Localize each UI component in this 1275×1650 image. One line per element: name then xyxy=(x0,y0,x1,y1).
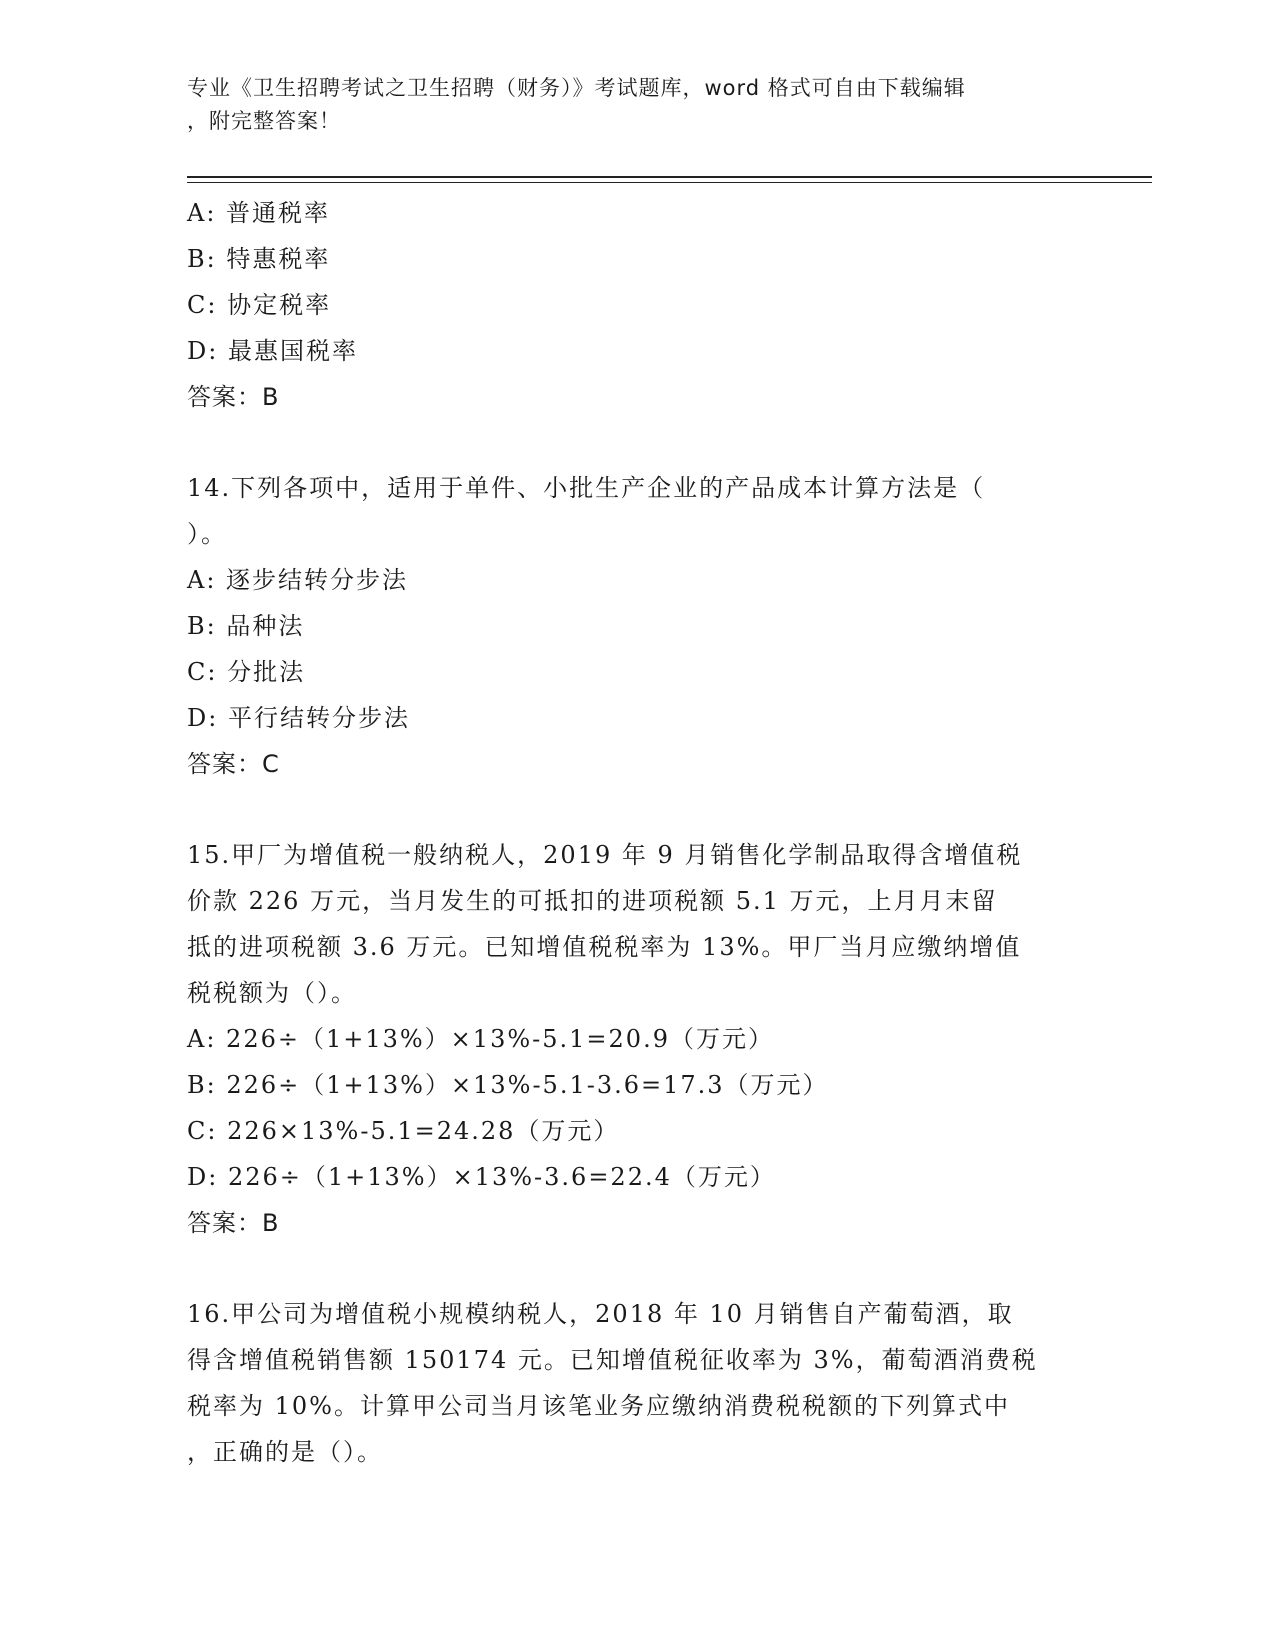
header-line-2: ，附完整答案！ xyxy=(187,109,341,133)
option-b: B: 特惠税率 xyxy=(187,245,331,273)
answer: 答案：B xyxy=(187,383,280,411)
question-stem-line: 税税额为（）。 xyxy=(187,979,357,1007)
header-rule-thick xyxy=(187,176,1152,178)
option-a: A: 逐步结转分步法 xyxy=(187,566,409,594)
header-line-1: 专业《卫生招聘考试之卫生招聘（财务）》考试题库，word 格式可自由下载编辑 xyxy=(187,76,966,100)
question-15 xyxy=(187,832,1087,1246)
option-a: A: 普通税率 xyxy=(187,199,331,227)
header-rule-thin xyxy=(187,182,1152,183)
question-stem-line: 得含增值税销售额 150174 元。已知增值税征收率为 3%，葡萄酒消费税 xyxy=(187,1346,1038,1374)
option-a: A: 226÷（1+13%）×13%-5.1=20.9（万元） xyxy=(187,1025,774,1053)
question-stem-line: ，正确的是（）。 xyxy=(187,1438,383,1466)
option-d: D: 226÷（1+13%）×13%-3.6=22.4（万元） xyxy=(187,1163,776,1191)
question-13 xyxy=(187,190,1087,420)
answer: 答案：B xyxy=(187,1209,280,1237)
question-stem-line: 税率为 10%。计算甲公司当月该笔业务应缴纳消费税税额的下列算式中 xyxy=(187,1392,1010,1420)
option-b: B: 品种法 xyxy=(187,612,305,640)
question-content xyxy=(187,190,1087,1475)
question-14 xyxy=(187,465,1087,787)
question-stem-line: 14.下列各项中，适用于单件、小批生产企业的产品成本计算方法是（ xyxy=(187,474,986,502)
question-stem-line: 抵的进项税额 3.6 万元。已知增值税税率为 13%。甲厂当月应缴纳增值 xyxy=(187,933,1022,961)
question-stem-line: 15.甲厂为增值税一般纳税人，2019 年 9 月销售化学制品取得含增值税 xyxy=(187,841,1023,869)
question-stem-line: 价款 226 万元，当月发生的可抵扣的进项税额 5.1 万元，上月月末留 xyxy=(187,887,998,915)
question-16 xyxy=(187,1291,1087,1475)
document-header xyxy=(187,72,1067,138)
option-d: D: 最惠国税率 xyxy=(187,337,358,365)
option-b: B: 226÷（1+13%）×13%-5.1-3.6=17.3（万元） xyxy=(187,1071,829,1099)
option-c: C: 226×13%-5.1=24.28（万元） xyxy=(187,1117,620,1145)
question-stem-line: ）。 xyxy=(187,520,227,548)
answer: 答案：C xyxy=(187,750,280,778)
option-c: C: 协定税率 xyxy=(187,291,332,319)
question-stem-line: 16.甲公司为增值税小规模纳税人，2018 年 10 月销售自产葡萄酒，取 xyxy=(187,1300,1014,1328)
option-d: D: 平行结转分步法 xyxy=(187,704,410,732)
option-c: C: 分批法 xyxy=(187,658,306,686)
